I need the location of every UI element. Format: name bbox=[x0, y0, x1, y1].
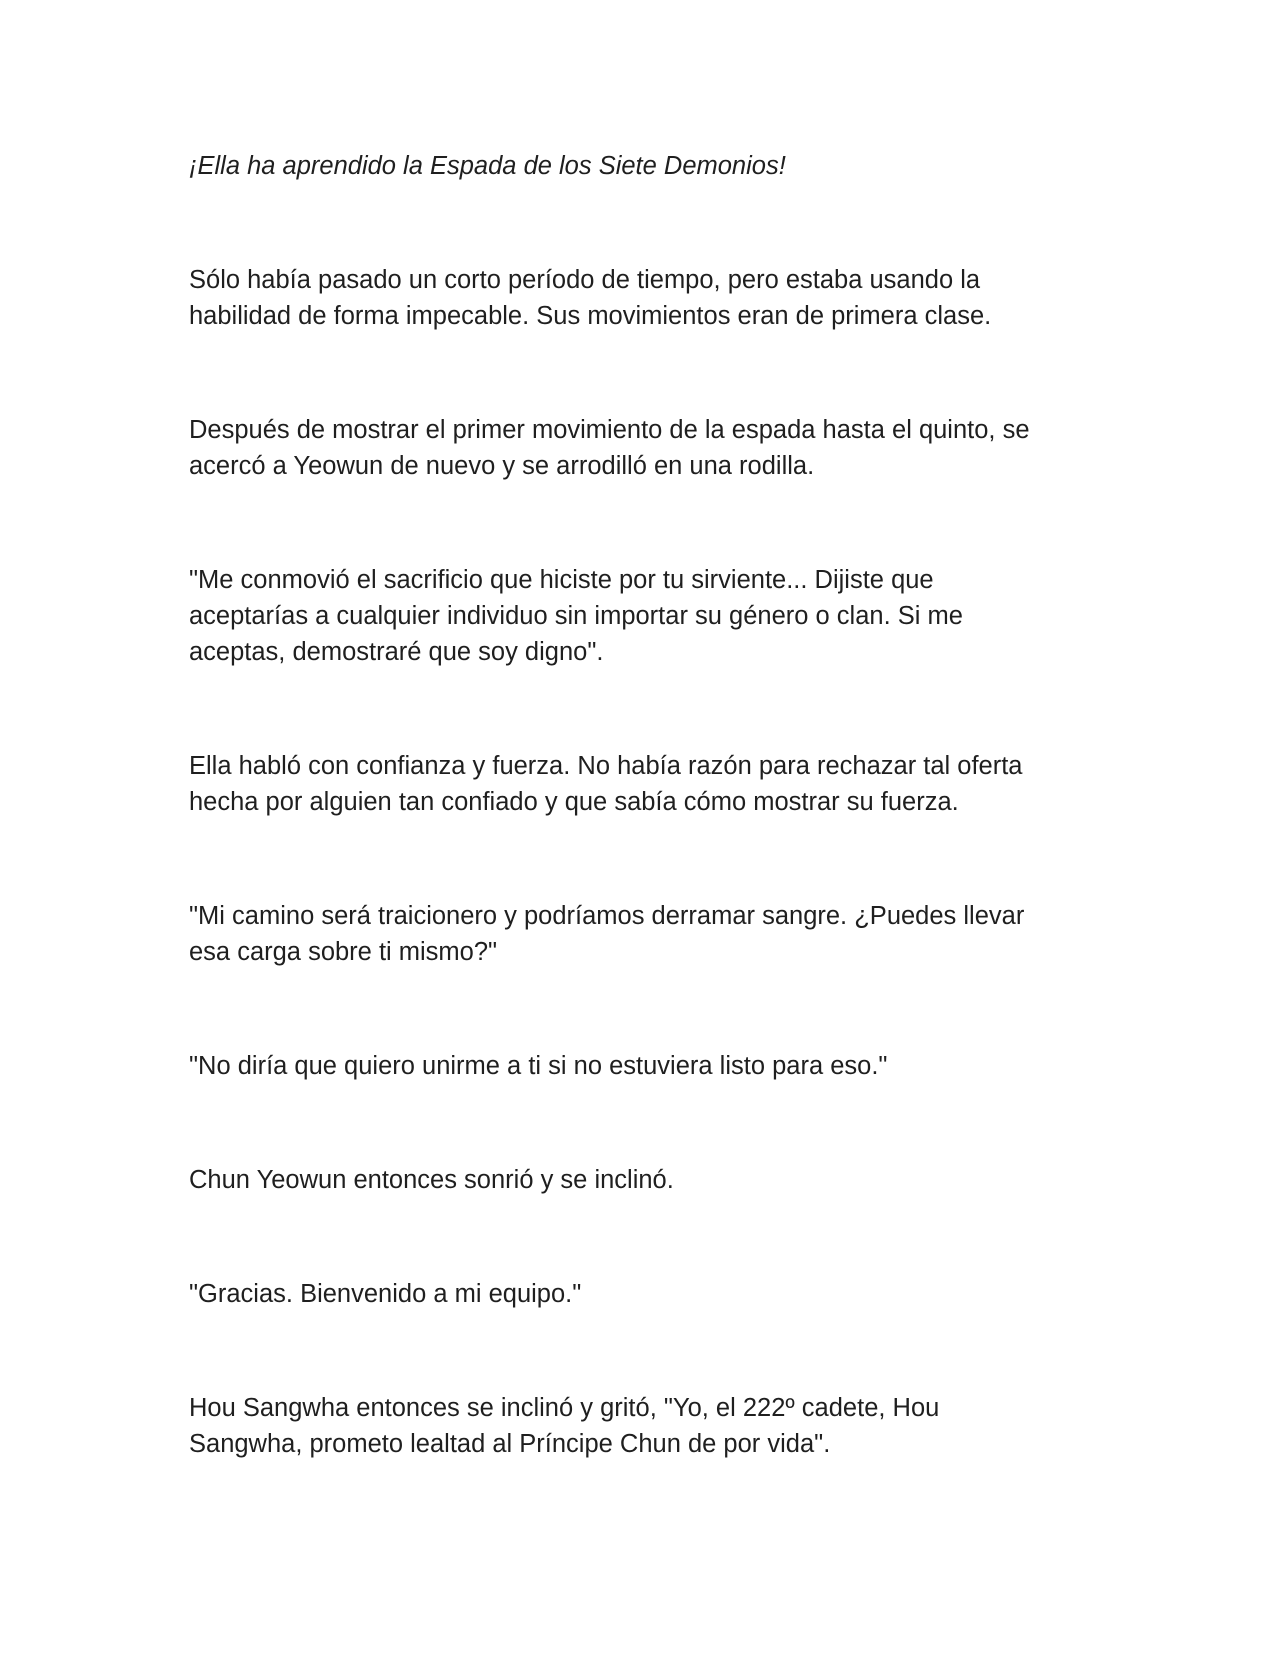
paragraph: Hou Sangwha entonces se inclinó y gritó, "Yo, el 222º cadete, Hou Sangwha, prometo lealtad al Príncipe Chun de por vida". bbox=[189, 1394, 940, 1458]
paragraph: "No diría que quiero unirme a ti si no estuviera listo para eso." bbox=[189, 1052, 888, 1080]
paragraph: Sólo había pasado un corto período de tiempo, pero estaba usando la habilidad de forma impecable. Sus movimientos eran de primera clase. bbox=[189, 266, 992, 330]
paragraph-intro-italic: ¡Ella ha aprendido la Espada de los Siete Demonios! bbox=[189, 152, 786, 180]
paragraph: "Gracias. Bienvenido a mi equipo." bbox=[189, 1280, 582, 1308]
paragraph: "Me conmovió el sacrificio que hiciste por tu sirviente... Dijiste que aceptarías a cualquier individuo sin importar su género o clan. Si me aceptas, demostraré que soy digno". bbox=[189, 566, 963, 666]
paragraph: "Mi camino será traicionero y podríamos derramar sangre. ¿Puedes llevar esa carga sobre ti mismo?" bbox=[189, 902, 1025, 966]
paragraph: Chun Yeowun entonces sonrió y se inclinó. bbox=[189, 1166, 674, 1194]
paragraph: Ella habló con confianza y fuerza. No había razón para rechazar tal oferta hecha por alguien tan confiado y que sabía cómo mostrar su fuerza. bbox=[189, 752, 1023, 816]
paragraph: Después de mostrar el primer movimiento de la espada hasta el quinto, se acercó a Yeowun de nuevo y se arrodilló en una rodilla. bbox=[189, 416, 1030, 480]
